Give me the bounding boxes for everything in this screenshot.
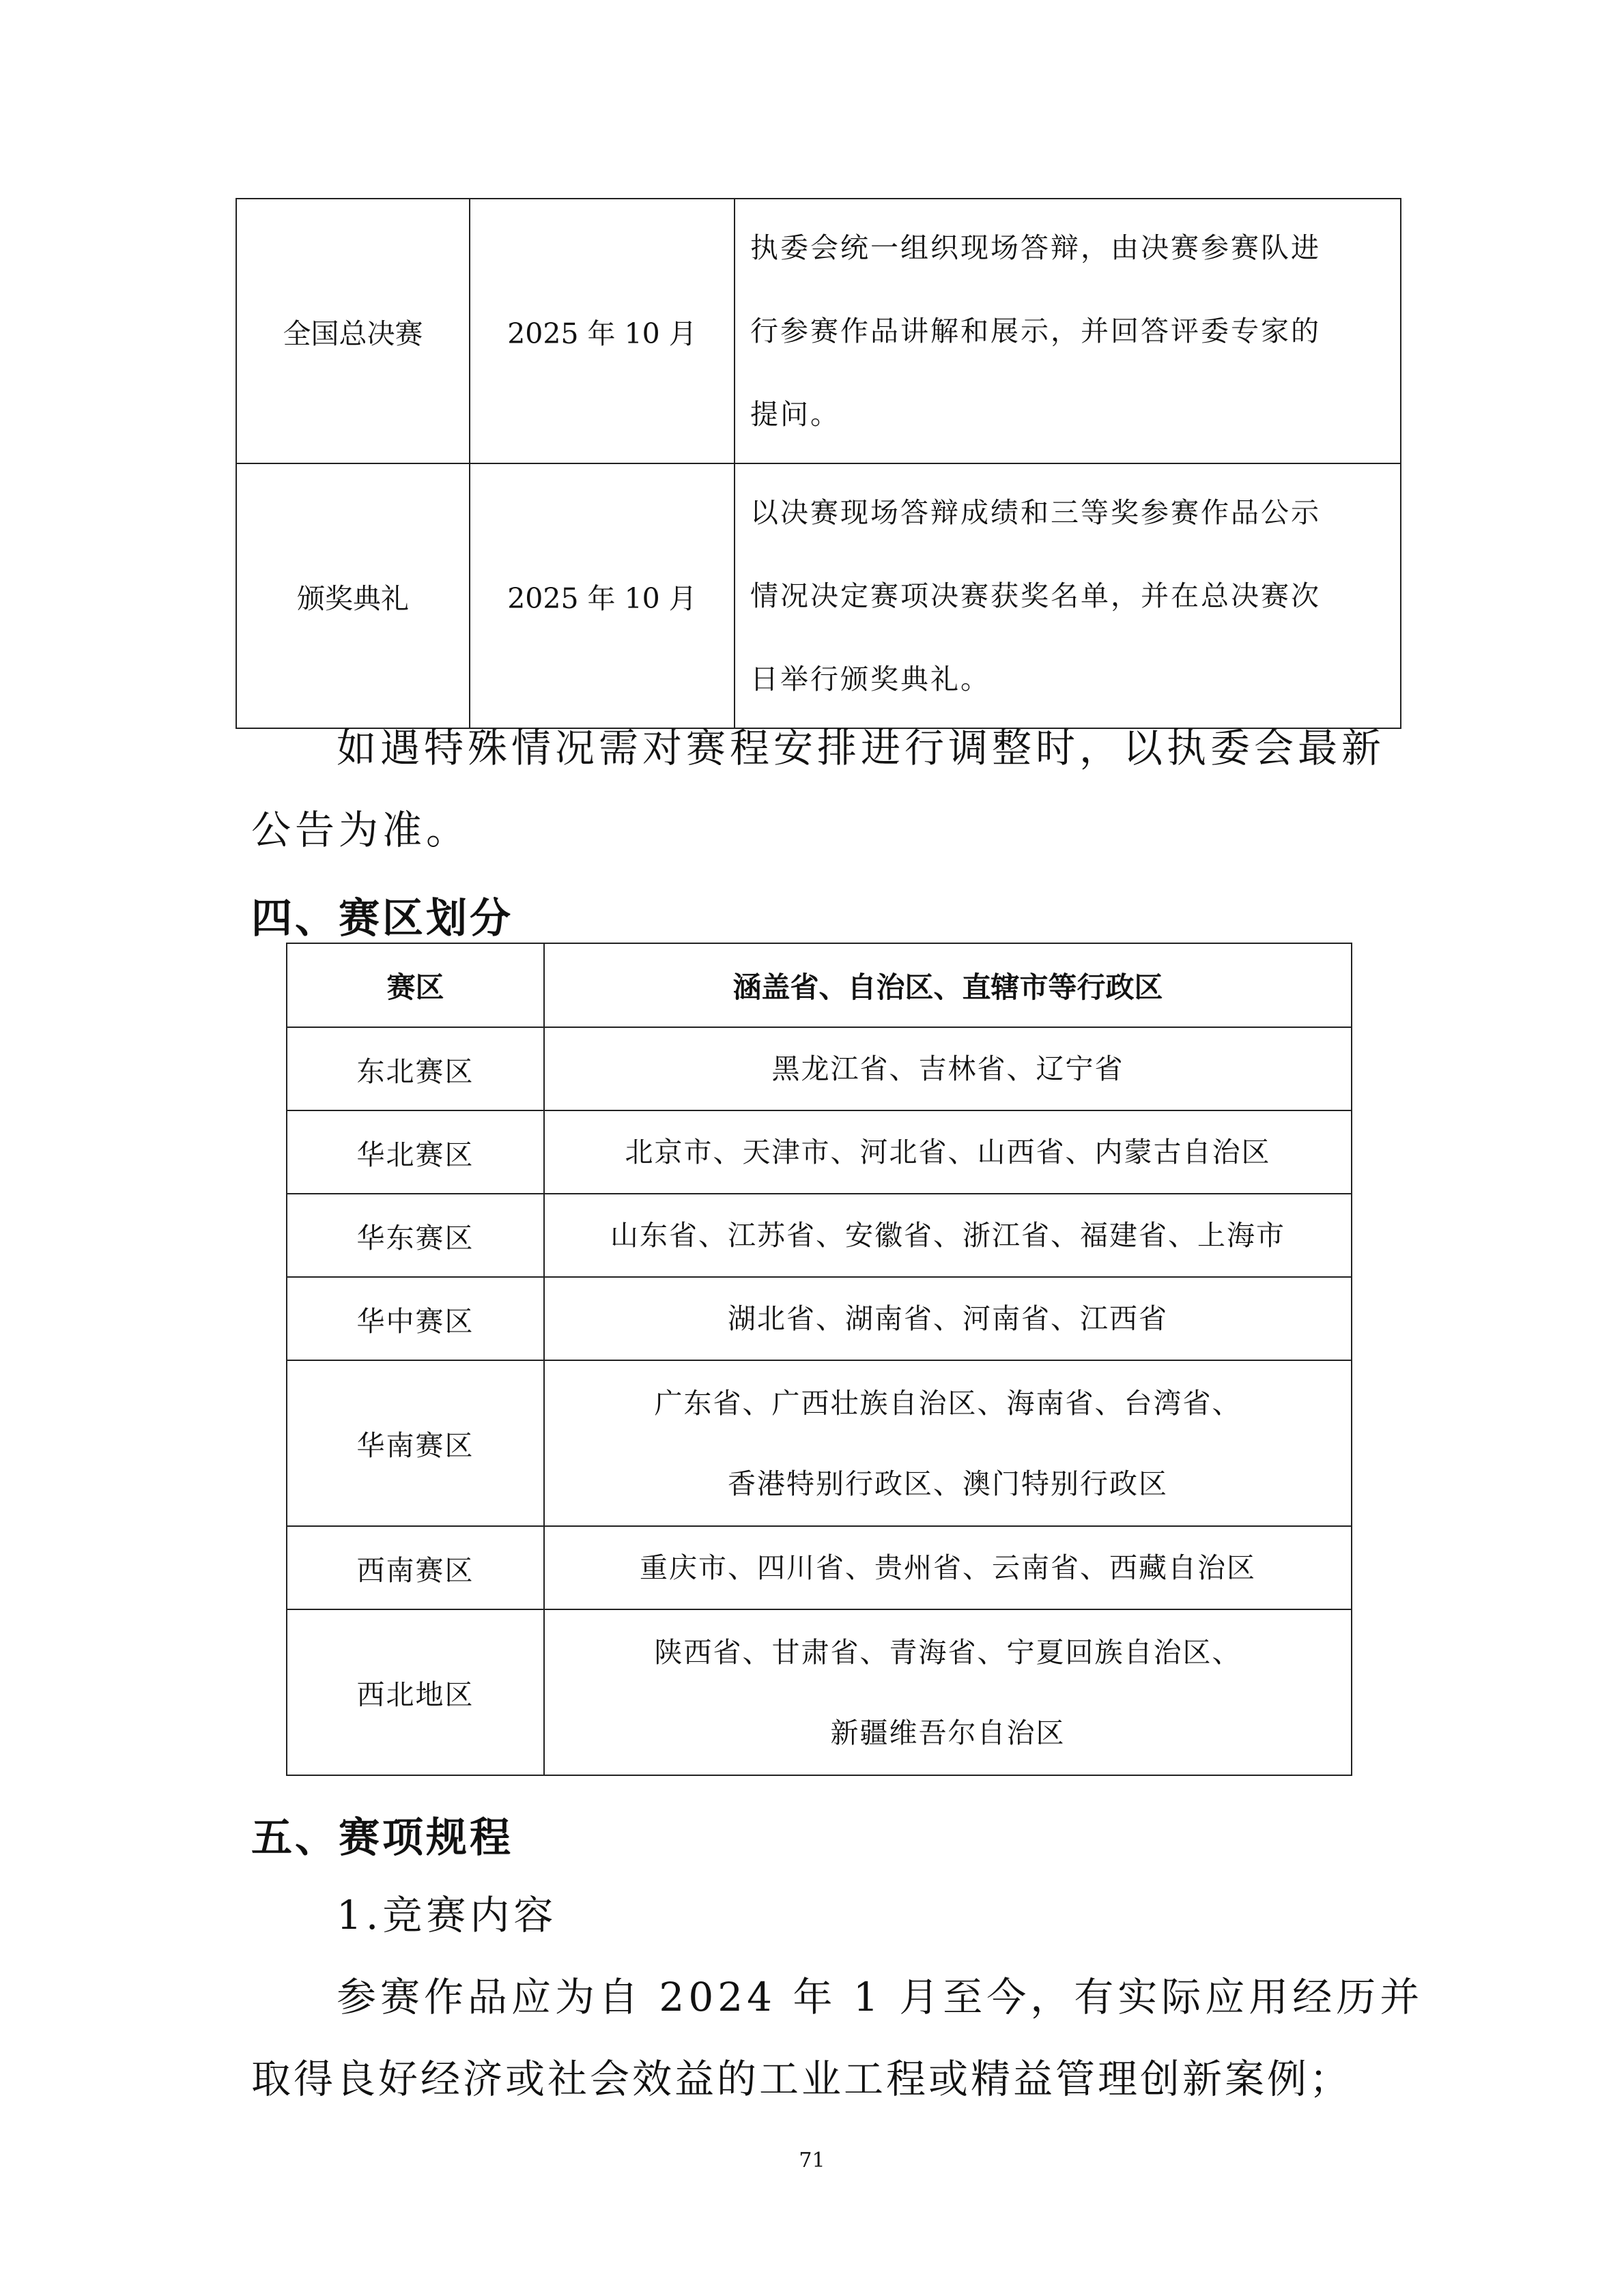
stage-cell: 全国总决赛 xyxy=(236,199,470,463)
section-heading-rules: 五、赛项规程 xyxy=(251,1814,513,1862)
covers-line: 山东省、江苏省、安徽省、浙江省、福建省、上海市 xyxy=(610,1219,1285,1252)
description-line: 情况决定赛项决赛获奖名单，并在总决赛次 xyxy=(750,579,1321,612)
table-row xyxy=(236,463,1401,728)
region-cell: 西北地区 xyxy=(287,1609,544,1775)
time-cell: 2025 年 10 月 xyxy=(470,463,735,728)
description-line: 执委会统一组织现场答辩，由决赛参赛队进 xyxy=(750,231,1321,264)
region-cell: 西南赛区 xyxy=(287,1526,544,1609)
column-header-region: 赛区 xyxy=(287,943,544,1027)
covers-line: 黑龙江省、吉林省、辽宁省 xyxy=(771,1052,1124,1085)
covers-line: 广东省、广西壮族自治区、海南省、台湾省、 xyxy=(654,1386,1242,1420)
table-row xyxy=(287,1609,1352,1775)
table-row xyxy=(287,1526,1352,1609)
covers-line: 北京市、天津市、河北省、山西省、内蒙古自治区 xyxy=(625,1136,1271,1168)
region-table xyxy=(286,943,1352,1776)
page-number: 71 xyxy=(799,2149,825,2172)
table-header-row xyxy=(287,943,1352,1027)
column-header-covers: 涵盖省、自治区、直辖市等行政区 xyxy=(544,943,1352,1027)
note-paragraph-line1: 如遇特殊情况需对赛程安排进行调整时，以执委会最新 xyxy=(337,725,1386,771)
covers-line: 香港特别行政区、澳门特别行政区 xyxy=(728,1467,1168,1500)
description-cell xyxy=(735,463,1401,728)
covers-cell xyxy=(544,1194,1352,1277)
region-cell: 华南赛区 xyxy=(287,1360,544,1526)
covers-cell xyxy=(544,1526,1352,1609)
covers-cell xyxy=(544,1360,1352,1526)
note-paragraph-line2: 公告为准。 xyxy=(251,807,470,853)
region-cell: 华北赛区 xyxy=(287,1110,544,1194)
covers-line: 新疆维吾尔自治区 xyxy=(830,1716,1066,1749)
time-cell: 2025 年 10 月 xyxy=(470,199,735,463)
schedule-table xyxy=(236,198,1401,729)
content-paragraph-line2: 取得良好经济或社会效益的工业工程或精益管理创新案例； xyxy=(251,2056,1352,2102)
table-row xyxy=(236,199,1401,463)
table-row xyxy=(287,1027,1352,1110)
table-row xyxy=(287,1110,1352,1194)
covers-line: 重庆市、四川省、贵州省、云南省、西藏自治区 xyxy=(640,1551,1256,1584)
description-cell xyxy=(735,199,1401,463)
description-line: 以决赛现场答辩成绩和三等奖参赛作品公示 xyxy=(750,496,1321,529)
region-cell: 东北赛区 xyxy=(287,1027,544,1110)
description-line: 日举行颁奖典礼。 xyxy=(750,663,991,695)
table-row xyxy=(287,1360,1352,1526)
subheading-competition-content: 1.竞赛内容 xyxy=(337,1892,558,1938)
content-paragraph-line1: 参赛作品应为自 2024 年 1 月至今，有实际应用经历并 xyxy=(337,1974,1424,2020)
covers-cell xyxy=(544,1027,1352,1110)
table-row xyxy=(287,1277,1352,1360)
covers-cell xyxy=(544,1609,1352,1775)
description-line: 提问。 xyxy=(750,398,840,431)
description-line: 行参赛作品讲解和展示，并回答评委专家的 xyxy=(750,315,1321,347)
region-cell: 华中赛区 xyxy=(287,1277,544,1360)
stage-cell: 颁奖典礼 xyxy=(236,463,470,728)
table-row xyxy=(287,1194,1352,1277)
covers-cell xyxy=(544,1277,1352,1360)
section-heading-regions: 四、赛区划分 xyxy=(251,895,513,943)
covers-line: 陕西省、甘肃省、青海省、宁夏回族自治区、 xyxy=(654,1635,1242,1669)
region-cell: 华东赛区 xyxy=(287,1194,544,1277)
covers-line: 湖北省、湖南省、河南省、江西省 xyxy=(728,1302,1168,1335)
covers-cell xyxy=(544,1110,1352,1194)
